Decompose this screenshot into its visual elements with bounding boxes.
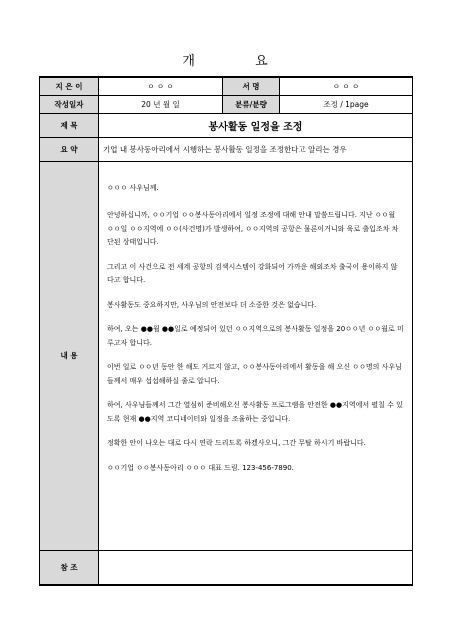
date-value: 20 년 월 일 — [99, 95, 223, 113]
category-value: 조정 / 1page — [280, 95, 413, 113]
content-label: 내 용 — [40, 161, 99, 550]
author-label: 지 은 이 — [40, 77, 99, 95]
signature-value: ㅇ ㅇ ㅇ — [280, 77, 413, 95]
content-body — [99, 161, 413, 550]
signature-label: 서 명 — [223, 77, 280, 95]
content-paragraph: 그리고 이 사건으로 전 세계 공항의 검색시스템이 강화되어 가까운 해외조차 출국이 용이하지 않다고 합니다. — [107, 262, 398, 284]
content-paragraph: ㅇㅇ기업 ㅇㅇ봉사동아리 ㅇㅇㅇ 대표 드림. 123-456-7890. — [107, 463, 294, 472]
reference-label: 참 조 — [40, 550, 99, 585]
content-paragraph: 이번 일로 ㅇㅇ년 동안 한 해도 거르지 않고, ㅇㅇ봉사동아리에서 활동을 해 오신 ㅇㅇ명의 사우님들께서 매우 섭섭해하실 줄로 압니다. — [107, 363, 402, 385]
summary-value: 기업 내 봉사동아리에서 시행하는 봉사활동 일정을 조정한다고 알리는 경우 — [99, 137, 413, 161]
subject-value: 봉사활동 일정을 조정 — [99, 113, 413, 137]
document-title: 개 요 — [182, 54, 296, 69]
content-paragraph: 하여, 사우님들께서 그간 열심히 준비해오신 봉사활동 프로그램을 안전한 ●●지역에서 펼칠 수 있도록 현재 ●●지역 코디네이터와 일정을 조율하는 중입니다. — [107, 401, 403, 423]
subject-label: 제 목 — [40, 113, 99, 137]
summary-label: 요 약 — [40, 137, 99, 161]
date-label: 작성일자 — [40, 95, 99, 113]
reference-value — [99, 550, 413, 585]
overview-form-table — [39, 76, 413, 586]
author-value: ㅇ ㅇ ㅇ — [99, 77, 223, 95]
content-paragraph: ㅇㅇㅇ 사우님께. — [107, 183, 159, 192]
content-paragraph: 하여, 오는 ●●월 ●●일로 예정되어 있던 ㅇㅇ지역으로의 봉사활동 일정을 20ㅇㅇ년 ㅇㅇ월로 미루고자 합니다. — [107, 325, 404, 347]
content-paragraph: 봉사활동도 중요하지만, 사우님의 안전보다 더 소중한 것은 없습니다. — [107, 300, 317, 309]
content-paragraph: 정확한 안이 나오는 대로 다시 연락 드리도록 하겠사오니, 그간 무탈 하시기 바랍니다. — [107, 439, 366, 447]
category-label: 분류/분량 — [223, 95, 280, 113]
content-paragraph: 안녕하십니까, ㅇㅇ기업 ㅇㅇ봉사동아리에서 일정 조정에 대해 안내 말씀드립니다. 지난 ㅇㅇ월 ㅇㅇ일 ㅇㅇ지역에 ㅇㅇ(사건명)가 발생하여, ㅇㅇ지역의 공항은 물론이거니와 육로 출입조차 차단된 상태입니다. — [107, 211, 399, 246]
